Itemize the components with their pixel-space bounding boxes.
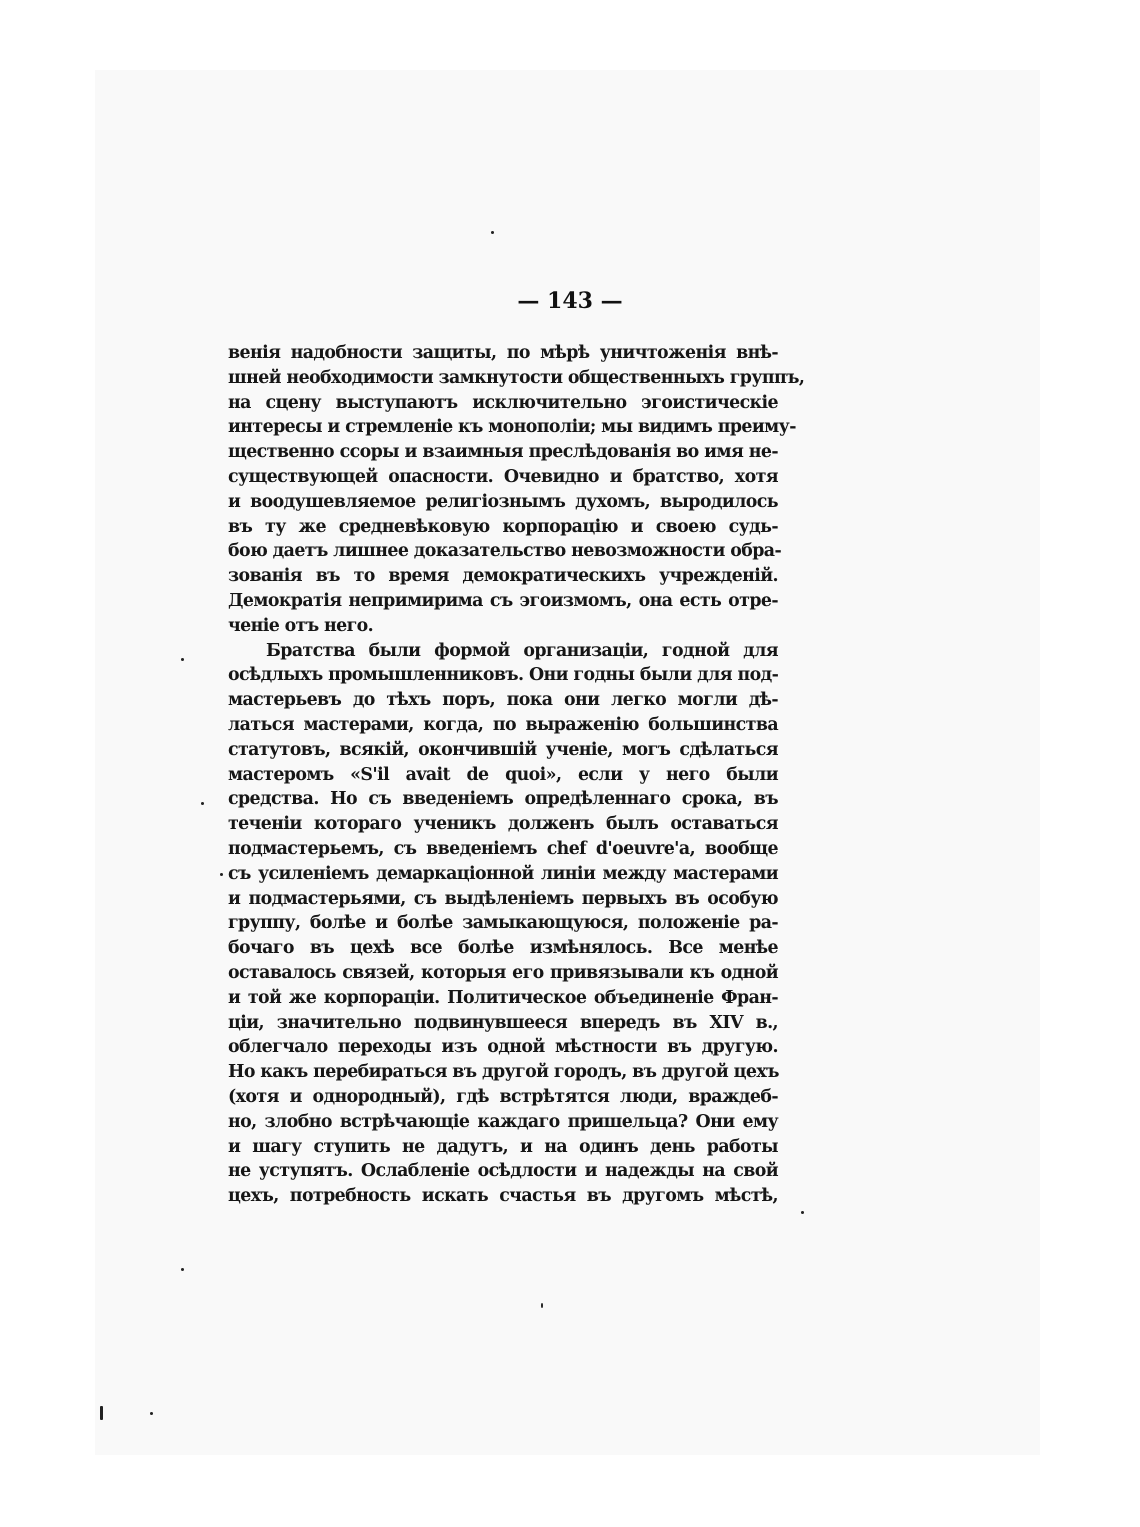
text-line: цехъ, потребность искать счастья въ другомъ мѣстѣ, [228,1186,778,1207]
text-line: Демократія непримирима съ эгоизмомъ, она есть отре- [228,590,778,611]
text-line: осѣдлыхъ промышленниковъ. Они годны были для под- [228,665,779,686]
text-line: статутовъ, всякій, окончившій ученіе, могъ сдѣлаться [228,739,778,760]
text-line: бочаго въ цехѣ все болѣе измѣнялось. Все менѣе [228,938,778,959]
text-line: облегчало переходы изъ одной мѣстности въ другую. [228,1037,778,1058]
text-line: существующей опасности. Очевидно и братство, хотя [228,466,778,487]
paragraph-first-line: Братства были формой организаціи, годной для [266,640,778,661]
scan-speck [220,873,223,876]
text-line: оставалось связей, которыя его привязывали къ одной [228,962,778,983]
text-line: и подмастерьями, съ выдѣленіемъ первыхъ въ особую [228,888,778,909]
scan-speck [801,1211,804,1214]
scan-speck [491,231,494,234]
text-line: зованія въ то время демократическихъ учрежденій. [228,566,778,587]
text-line: Но какъ перебираться въ другой городъ, въ другой цехъ [228,1062,779,1083]
scan-speck [100,1406,103,1420]
text-line: и той же корпораціи. Политическое объединеніе Фран- [228,987,778,1008]
text-line: шней необходимости замкнутости общественныхъ группъ, [228,367,805,388]
text-line: съ усиленіемъ демаркаціонной линіи между мастерами [228,863,778,884]
text-line: подмастерьемъ, съ введеніемъ chef d'oeuvre'а, вообще [228,838,778,859]
text-line: въ ту же средневѣковую корпорацію и своею судь- [228,516,778,537]
text-line: венія надобности защиты, по мѣрѣ уничтоженія внѣ- [228,343,778,363]
text-line: не уступятъ. Ослабленіе осѣдлости и надежды на свой [228,1161,778,1182]
text-line: латься мастерами, когда, по выраженію большинства [228,714,778,735]
scan-speck [181,1268,184,1271]
body-text [228,341,805,1209]
text-line: щественно ссоры и взаимныя преслѣдованія во имя не- [228,442,778,463]
text-line: группу, болѣе и болѣе замыкающуюся, положеніе ра- [228,913,778,934]
text-line: и шагу ступить не дадутъ, и на одинъ день работы [228,1136,778,1157]
scan-speck [201,802,204,805]
text-line: средства. Но съ введеніемъ опредѣленнаго срока, въ [228,789,778,810]
scan-speck [541,1303,543,1308]
text-line: ченіе отъ него. [228,615,374,636]
page-number: — 143 — [517,288,623,314]
text-line: и воодушевляемое религіознымъ духомъ, выродилось [228,491,778,512]
scan-speck [181,658,184,661]
text-line: интересы и стремленіе къ монополіи; мы видимъ преиму- [228,417,796,438]
text-line: на сцену выступаютъ исключительно эгоистическіе [228,392,778,413]
text-line: теченіи котораго ученикъ долженъ былъ оставаться [228,814,778,835]
text-line: (хотя и однородный), гдѣ встрѣтятся люди, враждеб- [228,1086,778,1107]
scan-speck [150,1412,153,1415]
text-line: но, злобно встрѣчающіе каждаго пришельца? Они ему [228,1111,778,1132]
text-line: мастеромъ «S'il avait de quoi», если у него были [228,764,778,785]
text-line: ціи, значительно подвинувшееся впередъ въ XIV в., [228,1012,778,1033]
text-line: бою даетъ лишнее доказательство невозможности обра- [228,541,782,562]
text-line: мастерьевъ до тѣхъ поръ, пока они легко могли дѣ- [228,690,778,711]
